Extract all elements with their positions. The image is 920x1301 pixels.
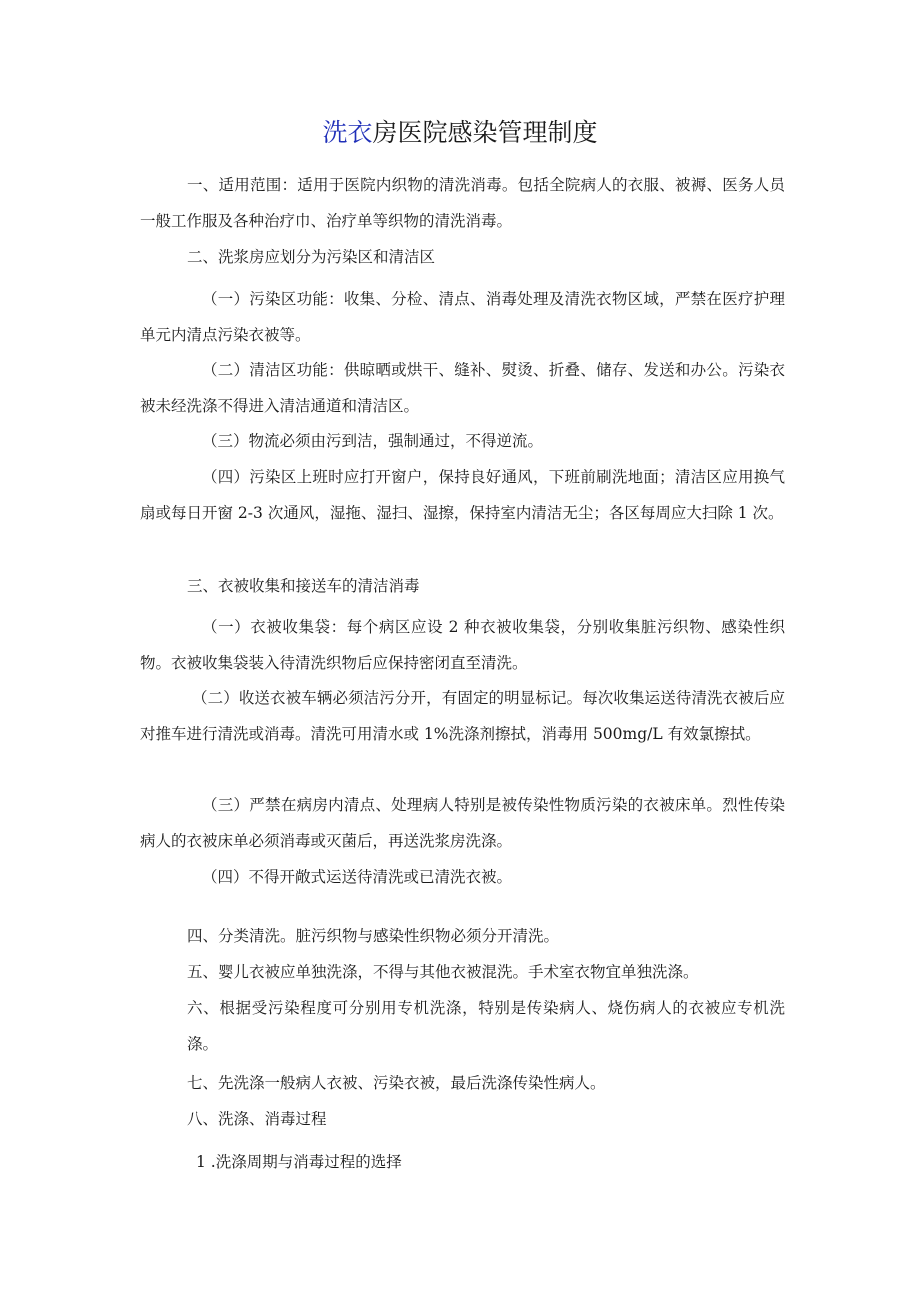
paragraph-infant-clothing: 五、婴儿衣被应单独洗涤，不得与其他衣被混洗。手术室衣物宜单独洗涤。 [187,963,699,981]
paragraph-clean-zone: （二）清洁区功能：供晾晒或烘干、缝补、熨烫、折叠、储存、发送和办公。污染衣被未经洗涤不得进入清洁通道和清洁区。 [140,361,785,415]
paragraph-ventilation: （四）污染区上班时应打开窗户，保持良好通风，下班前刷洗地面；清洁区应用换气扇或每日开窗 2-3 次通风，湿拖、湿扫、湿擦，保持室内清洁无尘；各区每周应大扫除 1 次。 [140,468,785,522]
paragraph-washing-process: 八、洗涤、消毒过程 [187,1110,327,1128]
paragraph-open-transport: （四）不得开敞式运送待清洗或已清洗衣被。 [202,868,513,886]
paragraph-ward-prohibition: （三）严禁在病房内清点、处理病人特别是被传染性物质污染的衣被床单。烈性传染病人的衣被床单必须消毒或灭菌后，再送洗浆房洗涤。 [140,796,785,850]
page-title [0,113,920,153]
paragraph-contaminated-zone: （一）污染区功能：收集、分检、清点、消毒处理及清洗衣物区域，严禁在医疗护理单元内清点污染衣被等。 [140,290,785,344]
paragraph-scope: 一、适用范围：适用于医院内织物的清洗消毒。包括全院病人的衣服、被褥、医务人员一般工作服及各种治疗巾、治疗单等织物的清洗消毒。 [140,176,785,230]
paragraph-transport-carts: （二）收送衣被车辆必须洁污分开，有固定的明显标记。每次收集运送待清洗衣被后应对推车进行清洗或消毒。清洗可用清水或 1%洗涤剂擦拭，消毒用 500mg/L 有效氯擦拭。 [140,689,785,743]
paragraph-flow: （三）物流必须由污到洁，强制通过，不得逆流。 [202,432,544,450]
paragraph-zoning: 二、洗浆房应划分为污染区和清洁区 [187,248,436,266]
page-title-rest: 房医院感染管理制度 [372,118,598,147]
paragraph-cycle-selection: 1 .洗涤周期与消毒过程的选择 [196,1153,402,1171]
page-title-highlight: 洗衣 [322,118,373,147]
paragraph-dedicated-machines: 六、根据受污染程度可分别用专机洗涤，特别是传染病人、烧伤病人的衣被应专机洗涤。 [187,999,785,1053]
paragraph-collection-heading: 三、衣被收集和接送车的清洁消毒 [187,577,420,595]
paragraph-washing-order: 七、先洗涤一般病人衣被、污染衣被，最后洗涤传染性病人。 [187,1074,606,1092]
paragraph-sorted-washing: 四、分类清洗。脏污织物与感染性织物必须分开清洗。 [187,927,560,945]
paragraph-collection-bags: （一）衣被收集袋：每个病区应设 2 种衣被收集袋，分别收集脏污织物、感染性织物。衣被收集袋装入待清洗织物后应保持密闭直至清洗。 [140,618,785,672]
